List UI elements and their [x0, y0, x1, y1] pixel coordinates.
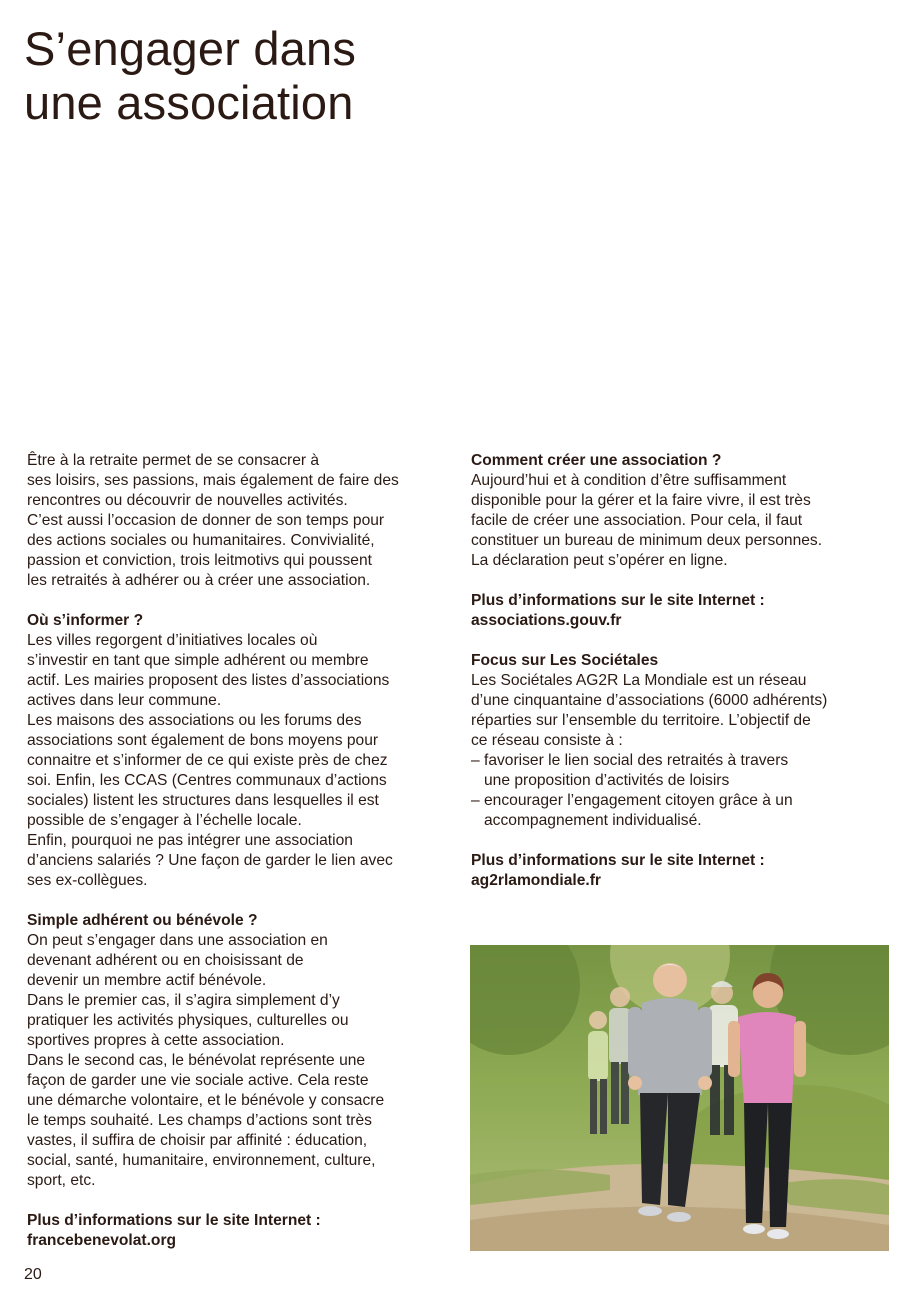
page-title-line-1: S’engager dans: [24, 22, 357, 75]
text-line: social, santé, humanitaire, environnement, culture,: [27, 1152, 376, 1169]
text-line: rencontres ou découvrir de nouvelles activités.: [27, 492, 348, 509]
link-associations-gouv[interactable]: associations.gouv.fr: [471, 612, 622, 629]
section-body-ou-s-informer: [27, 631, 452, 891]
text-line: facile de créer une association. Pour cela, il faut: [471, 512, 803, 529]
text-line: Dans le second cas, le bénévolat représente une: [27, 1052, 366, 1069]
link-francebenevolat[interactable]: francebenevolat.org: [27, 1232, 177, 1249]
text-line: vastes, il suffira de choisir par affinité : éducation,: [27, 1132, 368, 1149]
section-heading-simple-adherent: Simple adhérent ou bénévole ?: [27, 912, 258, 929]
text-line: On peut s’engager dans une association en: [27, 932, 328, 949]
text-line: Aujourd’hui et à condition d’être suffisamment: [471, 472, 787, 489]
text-line: ses loisirs, ses passions, mais également de faire des: [27, 472, 399, 489]
text-line: C’est aussi l’occasion de donner de son temps pour: [27, 512, 385, 529]
text-line: actives dans leur commune.: [27, 692, 222, 709]
more-info-label: Plus d’informations sur le site Internet :: [27, 1212, 321, 1229]
text-line: Les villes regorgent d’initiatives locales où: [27, 632, 318, 649]
text-line: ce réseau consiste à :: [471, 732, 623, 749]
section-body-simple-adherent: [27, 931, 452, 1191]
text-line: façon de garder une vie sociale active. Cela reste: [27, 1072, 369, 1089]
link-ag2rlamondiale[interactable]: ag2rlamondiale.fr: [471, 872, 601, 889]
text-line: actif. Les mairies proposent des listes d’associations: [27, 672, 390, 689]
bullet-item: [471, 791, 891, 831]
section-heading-creer-association: Comment créer une association ?: [471, 452, 722, 469]
text-line: soi. Enfin, les CCAS (Centres communaux d’actions: [27, 772, 387, 789]
text-line: ses ex-collègues.: [27, 872, 148, 889]
text-line: La déclaration peut s’opérer en ligne.: [471, 552, 728, 569]
text-line: sociales) listent les structures dans lesquelles il est: [27, 792, 379, 809]
text-line: disponible pour la gérer et la faire vivre, il est très: [471, 492, 811, 509]
text-line: sportives propres à cette association.: [27, 1032, 285, 1049]
left-column: [27, 451, 452, 1251]
intro-paragraph: [27, 451, 452, 591]
text-line: connaitre et s’informer de ce qui existe près de chez: [27, 752, 388, 769]
page-title-line-2: une association: [24, 76, 354, 129]
text-line: Être à la retraite permet de se consacrer à: [27, 452, 320, 469]
section-heading-focus-societales: Focus sur Les Sociétales: [471, 652, 659, 669]
text-line: les retraités à adhérer ou à créer une association.: [27, 572, 371, 589]
text-line: sport, etc.: [27, 1172, 96, 1189]
text-line: constituer un bureau de minimum deux personnes.: [471, 532, 823, 549]
text-line: Dans le premier cas, il s’agira simplement d’y: [27, 992, 340, 1009]
text-line: devenir un membre actif bénévole.: [27, 972, 267, 989]
text-line: passion et conviction, trois leitmotivs qui poussent: [27, 552, 372, 569]
page-number: 20: [24, 1266, 42, 1283]
text-line: possible de s’engager à l’échelle locale.: [27, 812, 302, 829]
text-line: réparties sur l’ensemble du territoire. L’objectif de: [471, 712, 811, 729]
text-line: des actions sociales ou humanitaires. Convivialité,: [27, 532, 375, 549]
section-body-creer-association: [471, 471, 891, 571]
text-line: Les Sociétales AG2R La Mondiale est un réseau: [471, 672, 807, 689]
text-line: une proposition d’activités de loisirs: [484, 772, 730, 789]
page-title: [24, 22, 356, 130]
text-line: s’investir en tant que simple adhérent ou membre: [27, 652, 369, 669]
bullet-item: [471, 751, 891, 791]
section-heading-ou-s-informer: Où s’informer ?: [27, 612, 144, 629]
text-line: – favoriser le lien social des retraités à travers: [484, 752, 789, 769]
text-line: Enfin, pourquoi ne pas intégrer une association: [27, 832, 353, 849]
section-body-focus-societales: [471, 671, 891, 831]
seniors-walking-photo: [470, 945, 889, 1251]
more-info-label: Plus d’informations sur le site Internet :: [471, 592, 765, 609]
text-line: le temps souhaité. Les champs d’actions sont très: [27, 1112, 372, 1129]
text-line: devenant adhérent ou en choisissant de: [27, 952, 304, 969]
text-line: d’une cinquantaine d’associations (6000 adhérents): [471, 692, 828, 709]
right-column: [471, 451, 891, 891]
text-line: d’anciens salariés ? Une façon de garder le lien avec: [27, 852, 393, 869]
text-line: une démarche volontaire, et le bénévole y consacre: [27, 1092, 385, 1109]
text-line: pratiquer les activités physiques, culturelles ou: [27, 1012, 349, 1029]
text-line: – encourager l’engagement citoyen grâce à un: [484, 792, 793, 809]
text-line: Les maisons des associations ou les forums des: [27, 712, 362, 729]
text-line: accompagnement individualisé.: [484, 812, 702, 829]
more-info-label: Plus d’informations sur le site Internet :: [471, 852, 765, 869]
text-line: associations sont également de bons moyens pour: [27, 732, 379, 749]
